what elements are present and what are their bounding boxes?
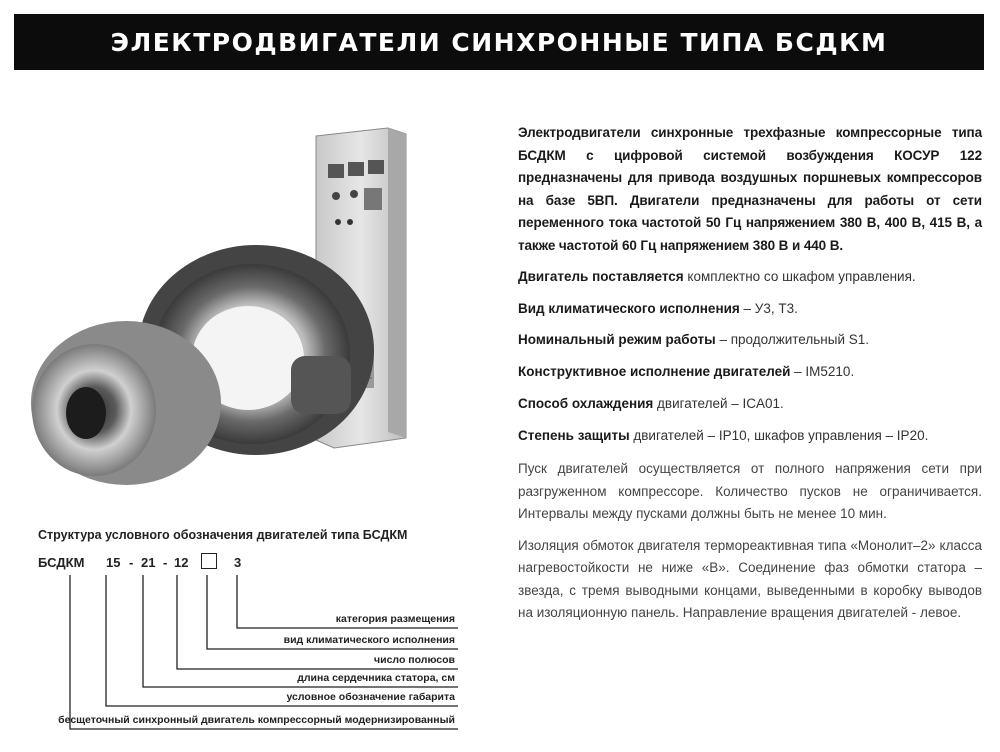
code-part-3: 12 <box>174 555 189 570</box>
spec-label: Способ охлаждения <box>518 395 654 411</box>
code-part-2: 21 <box>141 555 156 570</box>
scheme-title: Структура условного обозначения двигателей типа БСДКМ <box>38 528 408 542</box>
code-separator: - <box>129 555 134 570</box>
legend-pole-count: число полюсов <box>374 654 455 666</box>
code-base: БСДКМ <box>38 555 85 570</box>
legend-motor-type: бесщеточный синхронный двигатель компрессорный модернизированный <box>58 714 455 726</box>
spec-label: Двигатель поставляется <box>518 269 684 284</box>
code-separator: - <box>163 555 168 570</box>
spec-label: Конструктивное исполнение двигателей <box>518 364 791 380</box>
spec-label: Номинальный режим работы <box>518 332 716 348</box>
code-part-1: 15 <box>106 555 121 570</box>
spec-value: двигателей – ICA01. <box>653 395 784 411</box>
intro-paragraph: Электродвигатели синхронные трехфазные компрессорные типа БСДКМ с цифровой системой возбуждения КОСУР 122 предназначены для привода воздушных поршневых компрессоров на базе 5ВП. Двигатели предназначены для работы от сети переменного тока частотой 50 Гц напряжением 380 В, 400 В, 415 В, а также частотой 60 Гц напряжением 380 В и 440 В. <box>518 125 982 253</box>
spec-value: – IM5210. <box>790 364 855 380</box>
spec-value: – продолжительный S1. <box>715 332 869 348</box>
page-title: ЭЛЕКТРОДВИГАТЕЛИ СИНХРОННЫЕ ТИПА БСДКМ <box>110 27 888 57</box>
legend-placement-category: категория размещения <box>335 613 455 625</box>
legend-climatic-version: вид климатического исполнения <box>283 634 455 646</box>
spec-value: – У3, Т3. <box>739 300 798 316</box>
legend-core-length: длина сердечника статора, см <box>297 672 455 684</box>
legend-frame-size: условное обозначение габарита <box>286 691 455 703</box>
spec-label: Степень защиты <box>518 427 630 443</box>
spec-value: двигателей – IP10, шкафов управления – IP20. <box>629 427 929 443</box>
insulation-paragraph: Изоляция обмоток двигателя термореактивная типа «Монолит–2» класса нагревостойкости не ниже «В». Соединение фаз обмотки статора – звезда, с тремя выводными концами, выведенными в коробку выводов на изоляционную панель. Направление вращения двигателей - левое. <box>518 537 982 621</box>
spec-value: комплектно со шкафом управления. <box>683 269 916 284</box>
code-part-5: 3 <box>234 555 242 570</box>
start-paragraph: Пуск двигателей осуществляется от полного напряжения сети при разгруженном компрессоре. Количество пусков не ограничивается. Интервалы между пусками должны быть не менее 10 мин. <box>518 461 982 522</box>
spec-label: Вид климатического исполнения <box>518 300 740 316</box>
